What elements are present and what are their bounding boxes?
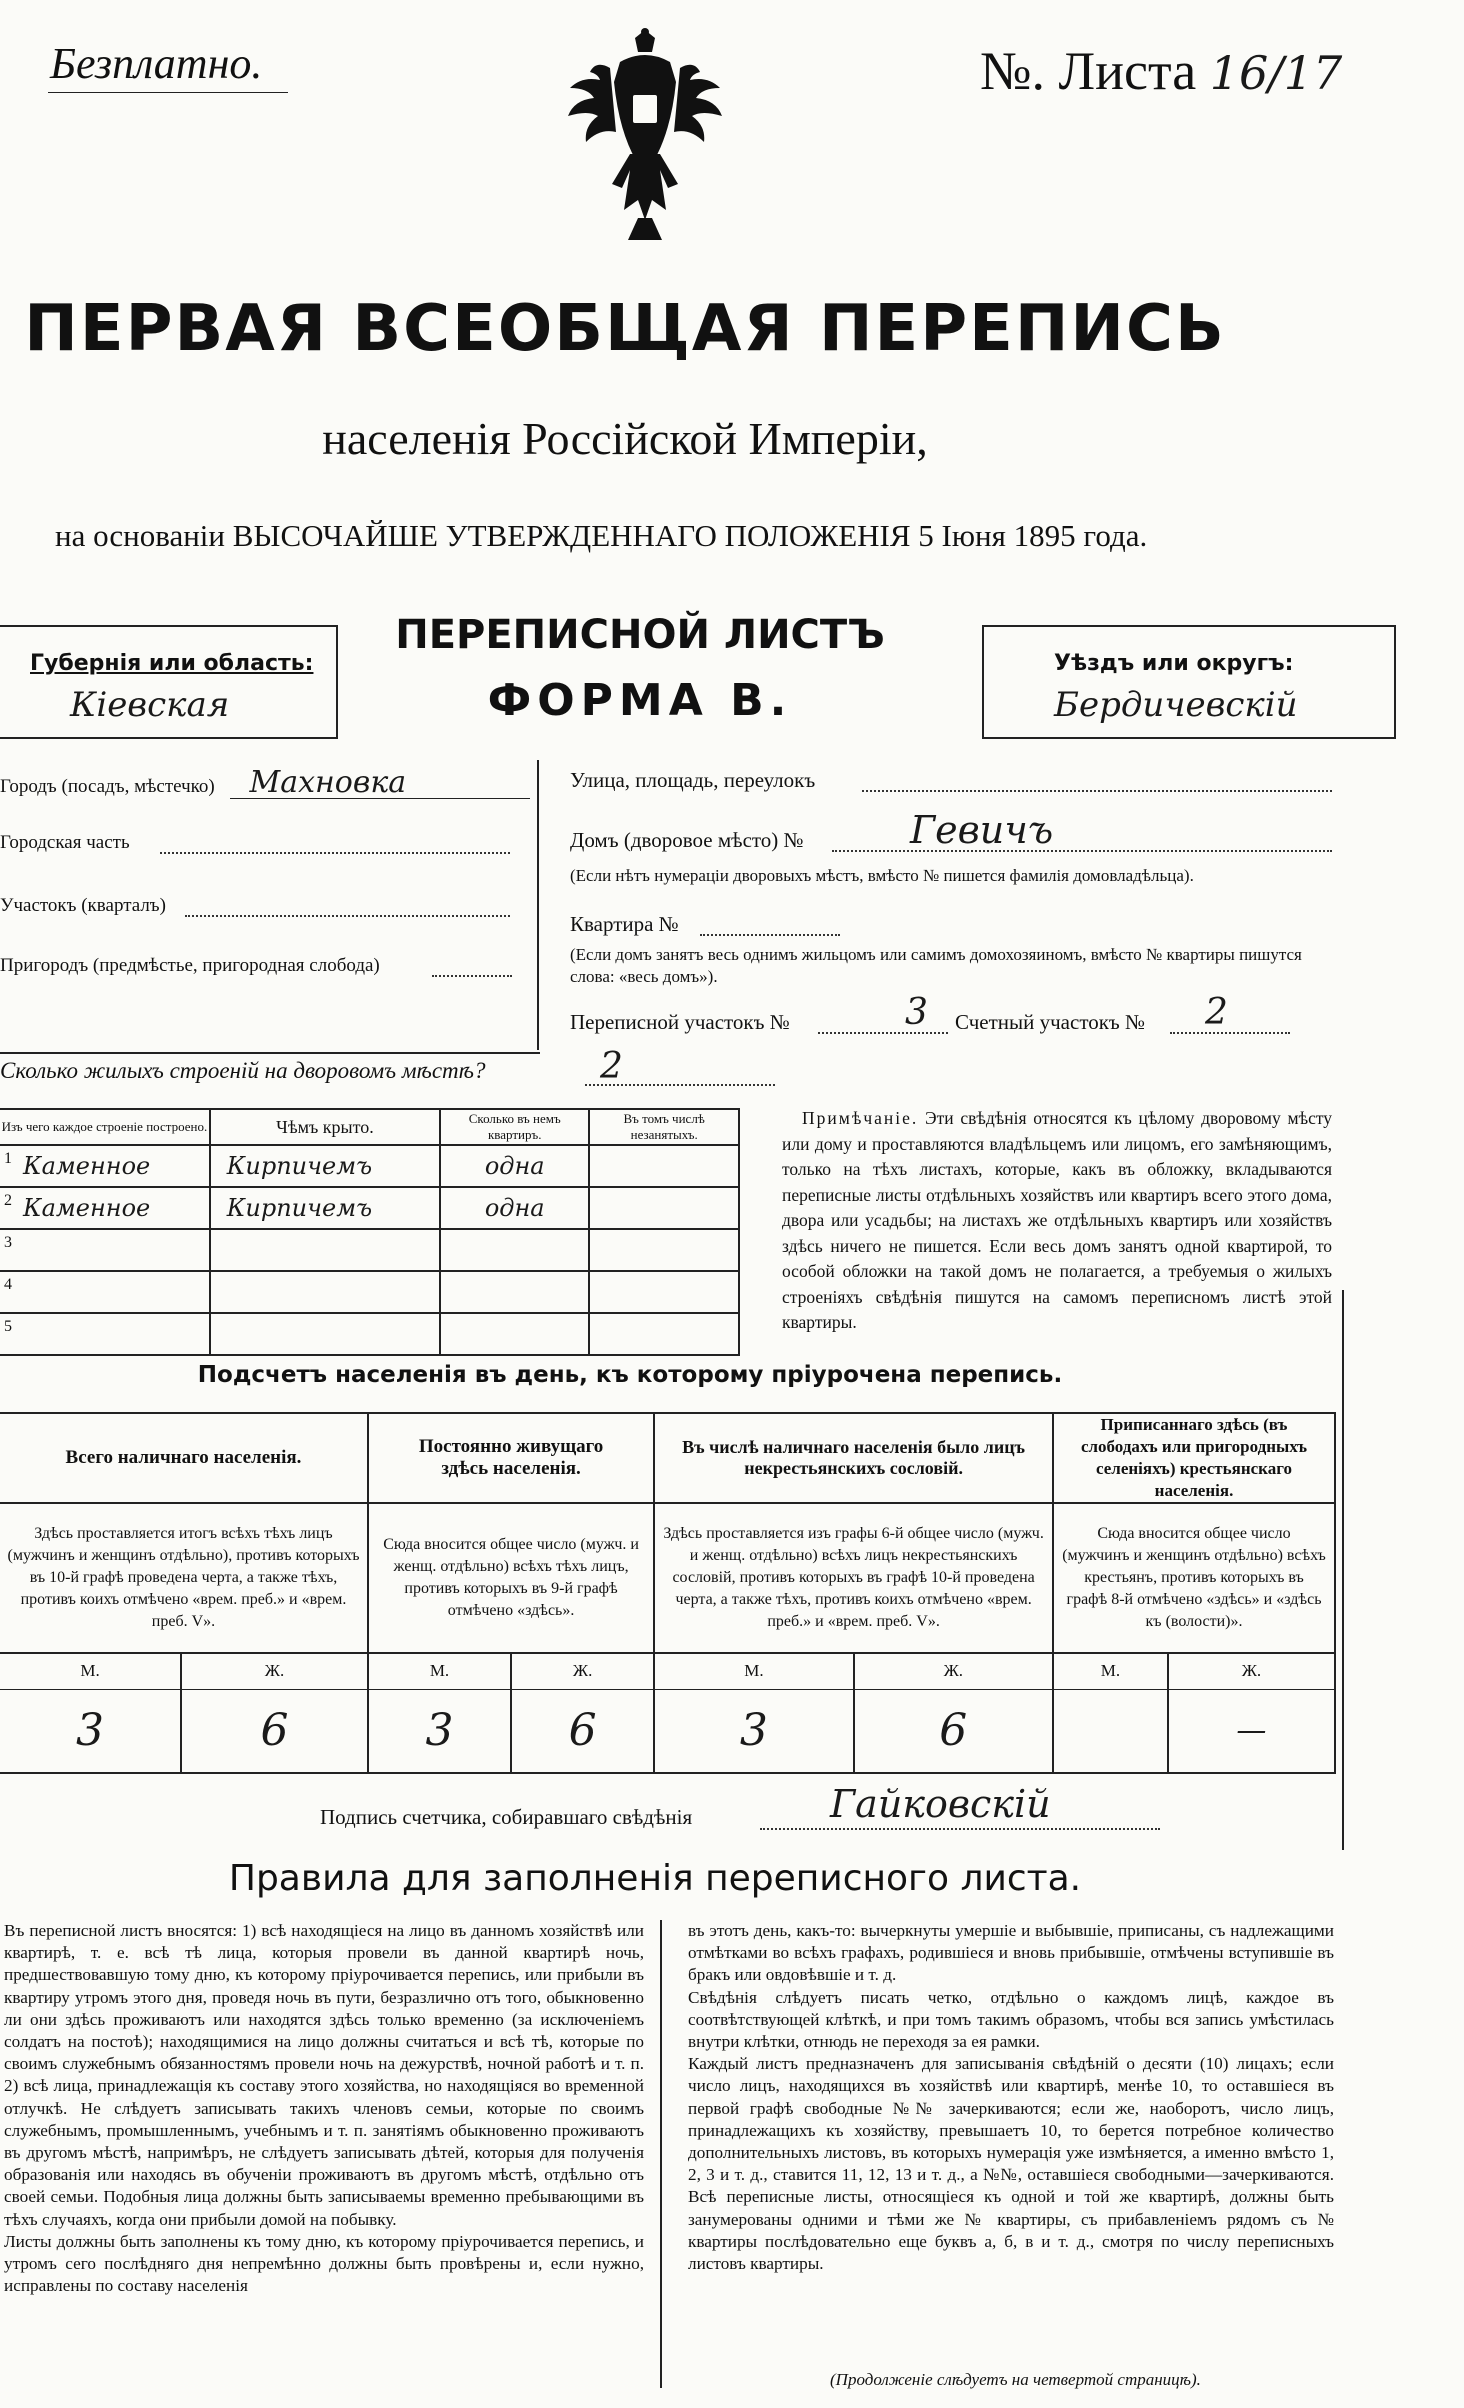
header-apartments: Сколько въ немъ квартиръ. <box>440 1109 589 1145</box>
col-nonpeasant-title: Въ числѣ наличнаго населенія было лицъ некрестьянскихъ сословій. <box>654 1413 1053 1503</box>
population-heading: Подсчетъ населенія въ день, къ которому пріурочена перепись. <box>197 1362 1063 1388</box>
page-right-rule <box>1342 1290 1344 1850</box>
col-peasant-title: Приписаннаго здѣсь (въ слободахъ или пригородныхъ селеніяхъ) крестьянскаго населенія. <box>1053 1413 1335 1503</box>
suburb-label: Пригородъ (предмѣстье, пригородная слобода) <box>0 955 380 976</box>
count-area-label: Счетный участокъ № <box>955 1010 1146 1034</box>
row-apartments <box>440 1229 589 1271</box>
house-value: Гевичъ <box>910 808 1054 852</box>
row-material: Каменное <box>23 1194 151 1222</box>
f-label: Ж. <box>511 1653 654 1689</box>
city-part-label: Городская часть <box>0 832 130 853</box>
house-note: (Если нѣтъ нумераціи дворовыхъ мѣстъ, вмѣсто № пишется фамилія домовладѣльца). <box>570 866 1194 885</box>
rules-continued: (Продолженіе слѣдуетъ на четвертой страницѣ). <box>830 2370 1201 2389</box>
district-line <box>185 915 510 917</box>
row-material: Каменное <box>23 1152 151 1180</box>
signature-line <box>760 1828 1160 1830</box>
row-vacant <box>589 1145 739 1187</box>
city-row <box>0 765 530 800</box>
col-permanent-desc: Сюда вносится общее число (мужч. и женщ. отдѣльно) всѣхъ тѣхъ лицъ, противъ которыхъ въ 9-й графѣ отмѣчено «здѣсь». <box>368 1503 654 1653</box>
row-roof: Кирпичемъ <box>210 1187 440 1229</box>
m-label: М. <box>654 1653 853 1689</box>
census-area-label: Переписной участокъ № <box>570 1010 790 1034</box>
rules-left-text: Въ переписной листъ вносятся: 1) всѣ находящіеся на лицо въ данномъ хозяйствѣ или квартирѣ, т. е. всѣ тѣ лица, которыя провели въ данной квартирѣ ночь, предшествовавшую тому дню, къ которому пріурочивается перепись, или прибыли въ квартиру утромъ этого дня, проведя ночь въ пути, безразлично отъ того, обыкновенно ли они здѣсь проживаютъ или находятся здѣсь только временно (за исключеніемъ солдатъ на постоѣ); находящимися на лицо должны считаться и всѣ тѣ, которые по своимъ служебнымъ обязанностямъ провели ночь на дежурствѣ, ночной работѣ и т. п. 2) всѣ лица, принадлежащія къ составу этого хозяйства, но находящіяся во временной отлучкѣ. Не слѣдуетъ записывать такихъ членовъ семьи, которые по своимъ служебнымъ, промышленнымъ, учебнымъ и т. п. занятіямъ обыкновенно проживаютъ въ другомъ мѣстѣ, напримѣръ, не слѣдуетъ записывать дѣтей, которыя для полученія образованія или находясь въ обученіи проживаютъ въ другомъ мѣстѣ, отдѣльно отъ своей семьи. Подобныя лица должны быть записываемы временно пребывающими въ тѣхъ случаяхъ, когда они прибыли домой на побывку. Листы должны быть заполнены къ тому дню, къ которому пріурочивается перепись, и утромъ сего послѣдняго дня непремѣнно должны быть провѣрены и, если нужно, исправлены по составу населенія <box>4 1921 644 2296</box>
suburb-line <box>432 975 512 977</box>
permanent-male: 3 <box>368 1689 511 1773</box>
house-line <box>832 850 1332 852</box>
permanent-female: 6 <box>511 1689 654 1773</box>
row-roof <box>210 1229 440 1271</box>
rules-title: Правила для заполненія переписного листа. <box>228 1858 1082 1899</box>
nonpeasant-male: 3 <box>654 1689 853 1773</box>
street-label: Улица, площадь, переулокъ <box>570 768 816 792</box>
city-label: Городъ (посадъ, мѣстечко) <box>0 776 215 797</box>
col-nonpeasant-desc: Здѣсь проставляется изъ графы 6-й общее число (мужч. и женщ. отдѣльно) всѣхъ лицъ некрестьянскихъ сословій, противъ которыхъ въ графѣ 10-й проведена черта, а также тѣхъ, противъ коихъ отмѣчено «врем. преб.» и «врем. преб. V». <box>654 1503 1053 1653</box>
peasant-female: — <box>1168 1689 1335 1773</box>
city-line <box>230 798 530 799</box>
coat-of-arms-icon <box>560 28 730 258</box>
row-vacant <box>589 1229 739 1271</box>
m-label: М. <box>0 1653 181 1689</box>
row-apartments <box>440 1271 589 1313</box>
census-area-line <box>818 1032 948 1034</box>
header-roof: Чѣмъ крыто. <box>210 1109 440 1145</box>
row-apartments <box>440 1313 589 1355</box>
f-label: Ж. <box>1168 1653 1335 1689</box>
table-row <box>0 1313 739 1355</box>
row-roof <box>210 1313 440 1355</box>
uezd-label: Уѣздъ или округъ: <box>1054 651 1294 676</box>
census-basis: на основаніи ВЫСОЧАЙШЕ УТВЕРЖДЕННАГО ПОЛОЖЕНІЯ 5 Іюня 1895 года. <box>55 518 1148 553</box>
row-roof <box>210 1271 440 1313</box>
total-female: 6 <box>181 1689 368 1773</box>
uezd-box <box>982 625 1396 739</box>
m-label: М. <box>1053 1653 1168 1689</box>
count-area-line <box>1170 1032 1290 1034</box>
guberniya-box <box>0 625 338 739</box>
table-row <box>0 1187 739 1229</box>
apartment-label: Квартира № <box>570 912 679 936</box>
remark-lead: Примѣчаніе. <box>802 1108 919 1128</box>
buildings-label: Сколько жилыхъ строеній на дворовомъ мѣстѣ? <box>0 1058 486 1083</box>
row-roof: Кирпичемъ <box>210 1145 440 1187</box>
rules-right-text: въ этотъ день, какъ-то: вычеркнуты умершіе и выбывшіе, приписаны, съ надлежащими отмѣтками во всѣхъ графахъ, родившіеся и вновь прибывшіе, отмѣчены вступившіе въ бракъ или овдовѣвшіе и т. д. Свѣдѣнія слѣдуетъ писать четко, отдѣльно о каждомъ лицѣ, каждое въ соотвѣтствующей клѣткѣ, и при томъ такимъ образомъ, чтобы вся запись умѣстилась внутри клѣтки, отнюдь не переходя за ея рамки. Каждый листъ предназначенъ для записыванія свѣдѣній о десяти (10) лицахъ; если число лицъ, находящихся въ хозяйствѣ или квартирѣ, менѣе 10, то оставшіеся въ первой графѣ свободные №№ зачеркиваются; если же, наоборотъ, число лицъ, принадлежащихъ къ хозяйству, превышаетъ 10, то берется потребное количество дополнительныхъ листовъ, въ которыхъ нумерація уже измѣняется, а именно вмѣсто 1, 2, 3 и т. д., ставится 11, 12, 13 и т. д., а №№, оставшіеся свободными—зачеркиваются. Всѣ переписные листы, относящіеся къ одной и той же квартирѣ, должны быть занумерованы одними и тѣми же № квартиры, съ прибавленіемъ рядомъ съ № квартиры послѣдовательно еще буквъ а, б, в и т. д., смотря по числу переписныхъ листовъ квартиры. <box>688 1921 1334 2274</box>
remark <box>782 1106 1332 1336</box>
city-part-line <box>160 852 510 854</box>
m-label: М. <box>368 1653 511 1689</box>
address-divider <box>537 760 539 1050</box>
free-label: Безплатно. <box>50 39 263 88</box>
street-line <box>862 790 1332 792</box>
row-number: 5 <box>4 1318 12 1335</box>
f-label: Ж. <box>181 1653 368 1689</box>
buildings-value: 2 <box>600 1046 623 1087</box>
table-row <box>0 1271 739 1313</box>
table-row <box>0 1145 739 1187</box>
row-number: 2 <box>4 1192 12 1209</box>
remark-text: Эти свѣдѣнія относятся къ цѣлому дворовому мѣсту или дому и проставляются владѣльцемъ или лицомъ, его замѣняющимъ, только на тѣхъ листахъ, которые, какъ въ обложку, вкладываются переписные листы отдѣльныхъ хозяйствъ или квартиръ всего этого дома, двора или усадьбы; на листахъ же отдѣльныхъ квартиръ или хозяйствъ здѣсь ничего не пишется. Если весь домъ занятъ одной квартирой, то особой обложки на такой домъ не полагается, а требуемыя о жилыхъ строеніяхъ свѣдѣнія пишутся на самомъ переписномъ листѣ этой квартиры. <box>782 1108 1332 1332</box>
row-number: 4 <box>4 1276 12 1293</box>
uezd-value: Бердичевскій <box>1054 685 1298 725</box>
row-number: 1 <box>4 1150 12 1167</box>
nonpeasant-female: 6 <box>854 1689 1053 1773</box>
row-number: 3 <box>4 1234 12 1251</box>
buildings-line <box>585 1084 775 1086</box>
col-peasant-desc: Сюда вносится общее число (мужчинъ и женщинъ отдѣльно) всѣхъ крестьянъ, противъ которыхъ въ графѣ 8-й отмѣчено «здѣсь» и «здѣсь къ (волости)». <box>1053 1503 1335 1653</box>
population-table <box>0 1412 1336 1774</box>
census-area-value: 3 <box>905 992 928 1033</box>
col-total-title: Всего наличнаго населенія. <box>0 1413 368 1503</box>
row-vacant <box>589 1187 739 1229</box>
census-title: ПЕРВАЯ ВСЕОБЩАЯ ПЕРЕПИСЬ <box>24 292 1226 366</box>
header-vacant: Въ томъ числѣ незанятыхъ. <box>589 1109 739 1145</box>
free-underline <box>48 92 288 93</box>
rules-divider <box>660 1920 662 2388</box>
row-vacant <box>589 1271 739 1313</box>
sheet-number-label: №. Листа <box>980 41 1197 101</box>
address-bottom-rule <box>0 1052 540 1054</box>
signature-value: Гайковскій <box>830 1782 1051 1826</box>
guberniya-label: Губернія или область: <box>30 651 314 676</box>
total-male: 3 <box>0 1689 181 1773</box>
col-permanent-title: Постоянно живущаго здѣсь населенія. <box>368 1413 654 1503</box>
f-label: Ж. <box>854 1653 1053 1689</box>
form-sheet-title: ПЕРЕПИСНОЙ ЛИСТЪ <box>395 612 885 658</box>
row-apartments: одна <box>440 1187 589 1229</box>
peasant-male <box>1053 1689 1168 1773</box>
sheet-number-value: 16/17 <box>1209 46 1343 100</box>
sheet-number <box>980 40 1342 102</box>
signature-label: Подпись счетчика, собиравшаго свѣдѣнія <box>320 1805 693 1829</box>
census-subtitle: населенія Россійской Имперіи, <box>322 413 928 464</box>
guberniya-value: Кіевская <box>70 685 230 725</box>
apartment-line <box>700 934 840 936</box>
form-name: ФОРМА В. <box>487 675 793 726</box>
apartment-note: (Если домъ занятъ весь однимъ жильцомъ или самимъ домохозяиномъ, вмѣсто № квартиры пишутся слова: «весь домъ»). <box>570 945 1302 986</box>
city-value: Махновка <box>249 765 407 800</box>
count-area-value: 2 <box>1205 992 1228 1033</box>
house-label: Домъ (дворовое мѣсто) № <box>570 828 804 852</box>
row-vacant <box>589 1313 739 1355</box>
table-row <box>0 1229 739 1271</box>
header-material: Изъ чего каждое строеніе построено. <box>0 1109 210 1145</box>
buildings-table <box>0 1108 740 1356</box>
district-label: Участокъ (кварталъ) <box>0 895 166 916</box>
row-apartments: одна <box>440 1145 589 1187</box>
col-total-desc: Здѣсь проставляется итогъ всѣхъ тѣхъ лицъ (мужчинъ и женщинъ отдѣльно), противъ которыхъ въ 10-й графѣ проведена черта, а также тѣхъ, противъ коихъ отмѣчено «врем. преб.» и «врем. преб. V». <box>0 1503 368 1653</box>
